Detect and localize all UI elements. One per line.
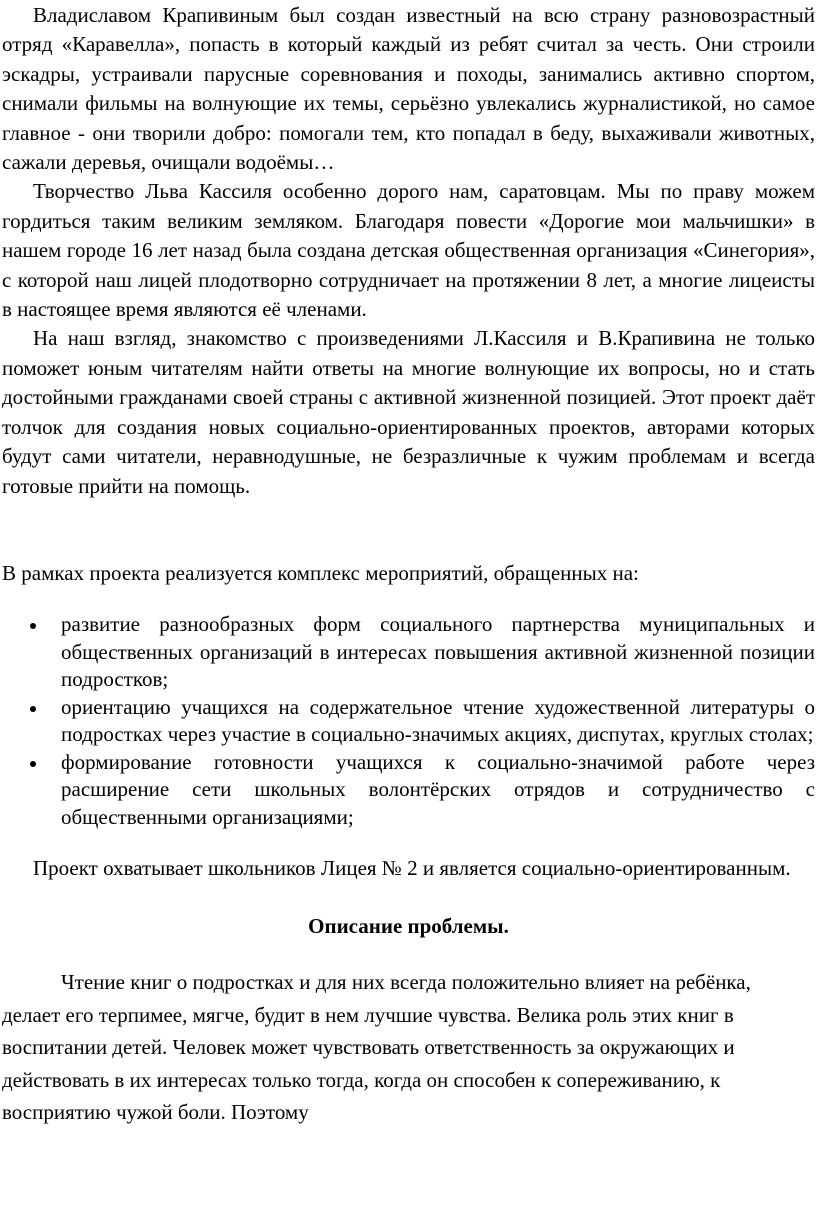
project-paragraph: Проект охватывает школьников Лицея № 2 и является социально-ориентированным. <box>33 856 791 881</box>
bullet-icon <box>30 706 36 712</box>
list-item-text: развитие разнообразных форм социального партнерства муниципальных и общественных организаций в интересах повышения активной жизненной позиции подростков; <box>61 612 815 692</box>
spacer <box>2 501 815 559</box>
bullet-icon <box>30 623 36 629</box>
section-heading: Описание проблемы. <box>308 914 509 939</box>
list-item <box>61 694 815 749</box>
list-item <box>61 611 815 694</box>
list-item <box>61 749 815 832</box>
measures-list <box>2 611 815 831</box>
paragraph-kassil: Творчество Льва Кассиля особенно дорого нам, саратовцам. Мы по праву можем гордиться таким великим земляком. Благодаря повести «Дорогие мои мальчишки» в нашем городе 16 лет назад была создана детская общественная организация «Синегория», с которой наш лицей плодотворно сотрудничает на протяжении 8 лет, а многие лицеисты в настоящее время являются её членами. <box>2 179 815 322</box>
list-item-text: формирование готовности учащихся к социально-значимой работе через расширение сети школьных волонтёрских отрядов и сотрудничество с общественными организациями; <box>61 749 815 829</box>
list-item-text: ориентацию учащихся на содержательное чтение художественной литературы о подростках через участие в социально-значимых акциях, диспутах, круглых столах; <box>61 694 815 747</box>
bullet-icon <box>30 761 36 767</box>
problem-paragraph: Чтение книг о подростках и для них всегда положительно влияет на ребёнка, делает его терпимее, мягче, будит в нем лучшие чувства. Велика роль этих книг в воспитании детей. Человек может чувствовать ответственность за окружающих и действовать в их интересах только тогда, когда он способен к сопереживанию, к восприятию чужой боли. Поэтому <box>2 970 751 1124</box>
paragraph-krapivin: Владиславом Крапивиным был создан известный на всю страну разновозрастный отряд «Каравелла», попасть в который каждый из ребят считал за честь. Они строили эскадры, устраивали парусные соревнования и походы, занимались активно спортом, снимали фильмы на волнующие их темы, серьёзно увлекались журналистикой, но самое главное - они творили добро: помогали тем, кто попадал в беду, выхаживали животных, сажали деревья, очищали водоёмы… <box>2 3 815 175</box>
paragraph-opinion: На наш взгляд, знакомство с произведениями Л.Кассиля и В.Крапивина не только поможет юным читателям найти ответы на многие волнующие их вопросы, но и стать достойными гражданами своей страны с активной жизненной позицией. Этот проект даёт толчок для создания новых социально-ориентированных проектов, авторами которых будут сами читатели, неравнодушные, не безразличные к чужим проблемам и всегда готовые прийти на помощь. <box>2 326 815 498</box>
intro-line: В рамках проекта реализуется комплекс мероприятий, обращенных на: <box>2 560 639 585</box>
